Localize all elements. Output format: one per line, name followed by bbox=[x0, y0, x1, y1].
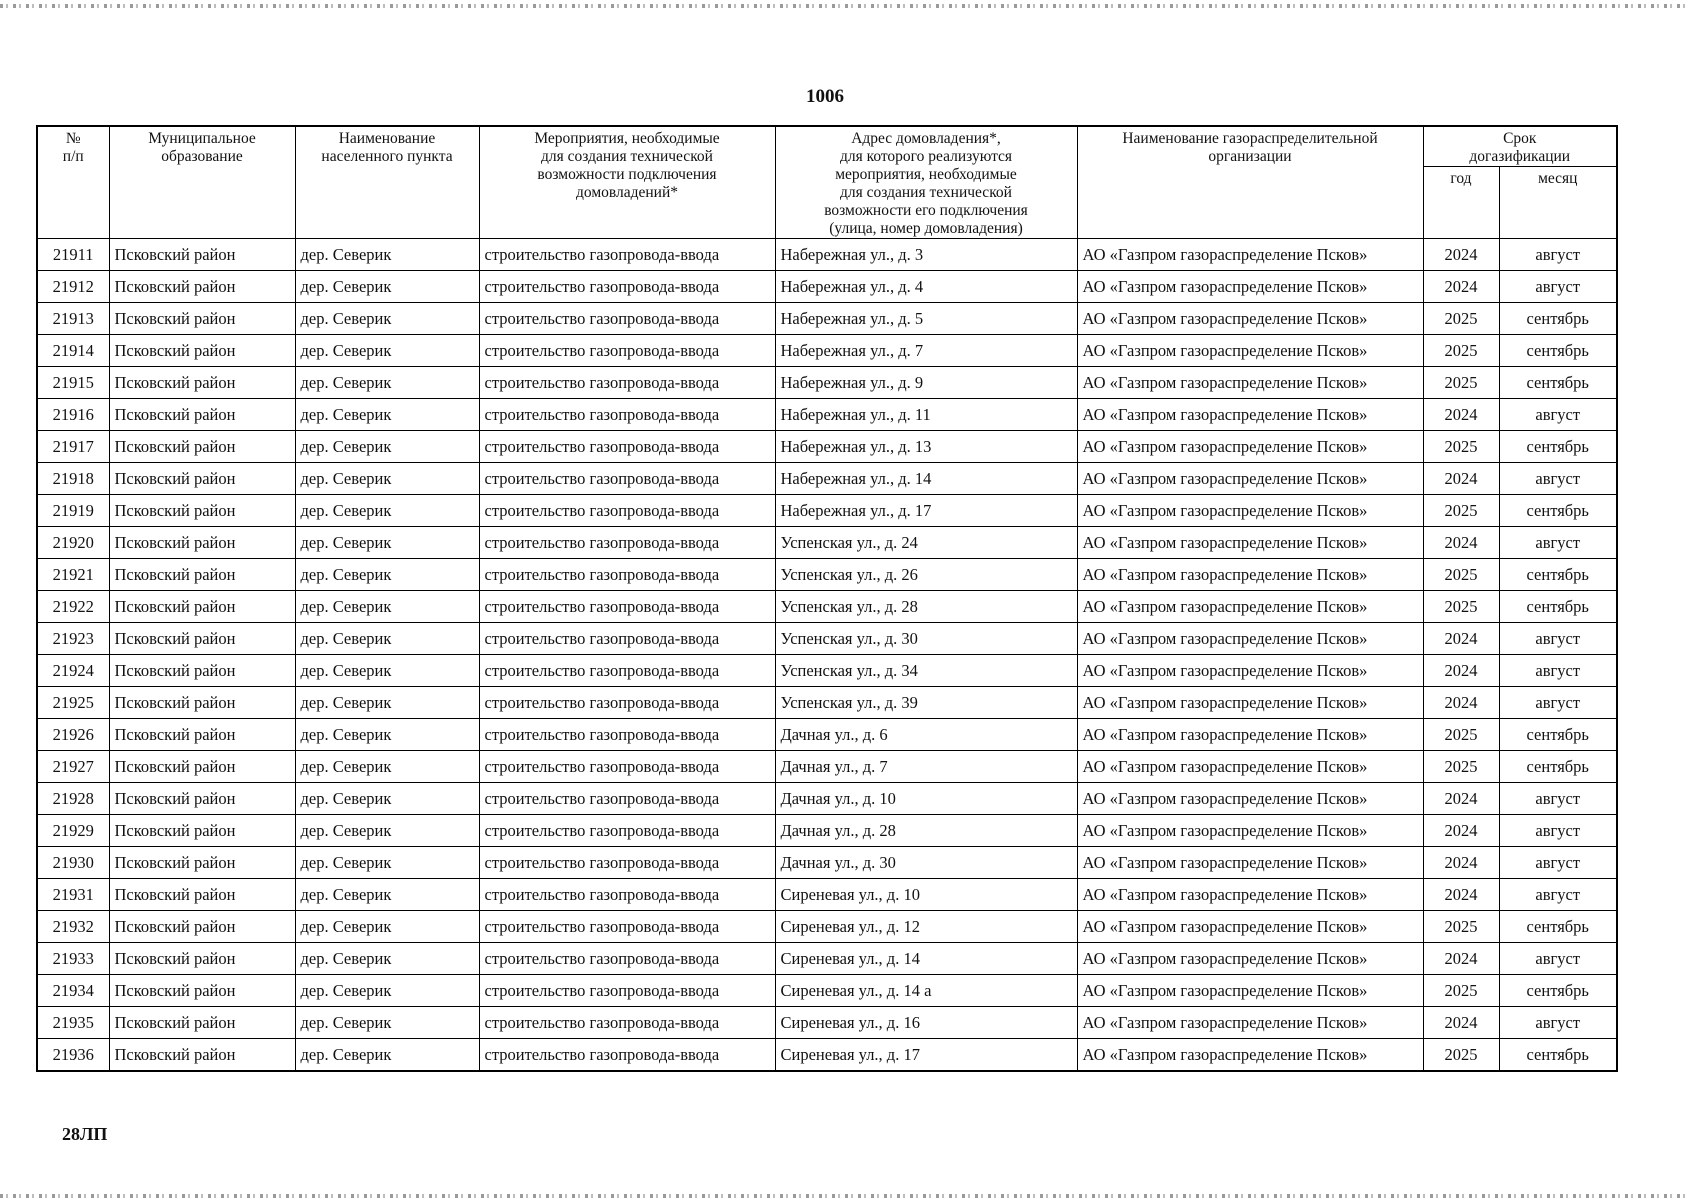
cell-year: 2025 bbox=[1423, 431, 1499, 463]
cell-num: 21917 bbox=[37, 431, 109, 463]
cell-month: сентябрь bbox=[1499, 719, 1617, 751]
cell-year: 2024 bbox=[1423, 239, 1499, 271]
cell-num: 21911 bbox=[37, 239, 109, 271]
cell-num: 21921 bbox=[37, 559, 109, 591]
cell-measures: строительство газопровода-ввода bbox=[479, 687, 775, 719]
cell-month: август bbox=[1499, 623, 1617, 655]
header-organization: Наименование газораспределительной организации bbox=[1077, 126, 1423, 239]
cell-num: 21918 bbox=[37, 463, 109, 495]
cell-address: Успенская ул., д. 30 bbox=[775, 623, 1077, 655]
table-row bbox=[37, 847, 1617, 879]
cell-measures: строительство газопровода-ввода bbox=[479, 559, 775, 591]
table-row bbox=[37, 879, 1617, 911]
cell-num: 21925 bbox=[37, 687, 109, 719]
table-row bbox=[37, 303, 1617, 335]
cell-address: Набережная ул., д. 3 bbox=[775, 239, 1077, 271]
cell-organization: АО «Газпром газораспределение Псков» bbox=[1077, 751, 1423, 783]
cell-organization: АО «Газпром газораспределение Псков» bbox=[1077, 495, 1423, 527]
cell-municipality: Псковский район bbox=[109, 1039, 295, 1072]
cell-address: Набережная ул., д. 13 bbox=[775, 431, 1077, 463]
cell-address: Набережная ул., д. 14 bbox=[775, 463, 1077, 495]
cell-measures: строительство газопровода-ввода bbox=[479, 463, 775, 495]
cell-num: 21923 bbox=[37, 623, 109, 655]
cell-municipality: Псковский район bbox=[109, 975, 295, 1007]
cell-num: 21933 bbox=[37, 943, 109, 975]
header-year: год bbox=[1423, 167, 1499, 239]
gasification-table bbox=[36, 125, 1618, 1072]
table-row bbox=[37, 815, 1617, 847]
cell-year: 2024 bbox=[1423, 623, 1499, 655]
cell-month: сентябрь bbox=[1499, 559, 1617, 591]
header-settlement: Наименование населенного пункта bbox=[295, 126, 479, 239]
cell-settlement: дер. Северик bbox=[295, 1007, 479, 1039]
cell-address: Успенская ул., д. 34 bbox=[775, 655, 1077, 687]
cell-organization: АО «Газпром газораспределение Псков» bbox=[1077, 399, 1423, 431]
cell-settlement: дер. Северик bbox=[295, 399, 479, 431]
cell-num: 21931 bbox=[37, 879, 109, 911]
cell-address: Дачная ул., д. 6 bbox=[775, 719, 1077, 751]
cell-municipality: Псковский район bbox=[109, 591, 295, 623]
cell-measures: строительство газопровода-ввода bbox=[479, 495, 775, 527]
cell-organization: АО «Газпром газораспределение Псков» bbox=[1077, 431, 1423, 463]
cell-num: 21912 bbox=[37, 271, 109, 303]
cell-municipality: Псковский район bbox=[109, 815, 295, 847]
header-term: Срок догазификации bbox=[1423, 126, 1617, 167]
cell-measures: строительство газопровода-ввода bbox=[479, 335, 775, 367]
cell-month: сентябрь bbox=[1499, 431, 1617, 463]
cell-measures: строительство газопровода-ввода bbox=[479, 623, 775, 655]
cell-year: 2024 bbox=[1423, 271, 1499, 303]
cell-municipality: Псковский район bbox=[109, 431, 295, 463]
cell-settlement: дер. Северик bbox=[295, 1039, 479, 1072]
cell-address: Набережная ул., д. 17 bbox=[775, 495, 1077, 527]
table-row bbox=[37, 655, 1617, 687]
cell-year: 2025 bbox=[1423, 495, 1499, 527]
cell-settlement: дер. Северик bbox=[295, 943, 479, 975]
cell-organization: АО «Газпром газораспределение Псков» bbox=[1077, 463, 1423, 495]
cell-settlement: дер. Северик bbox=[295, 463, 479, 495]
cell-year: 2025 bbox=[1423, 751, 1499, 783]
cell-address: Дачная ул., д. 10 bbox=[775, 783, 1077, 815]
header-measures: Мероприятия, необходимые для создания технической возможности подключения домовладений* bbox=[479, 126, 775, 239]
cell-municipality: Псковский район bbox=[109, 399, 295, 431]
cell-organization: АО «Газпром газораспределение Псков» bbox=[1077, 975, 1423, 1007]
cell-month: август bbox=[1499, 847, 1617, 879]
cell-organization: АО «Газпром газораспределение Псков» bbox=[1077, 815, 1423, 847]
cell-month: август bbox=[1499, 527, 1617, 559]
cell-measures: строительство газопровода-ввода bbox=[479, 751, 775, 783]
cell-settlement: дер. Северик bbox=[295, 303, 479, 335]
cell-year: 2024 bbox=[1423, 783, 1499, 815]
cell-organization: АО «Газпром газораспределение Псков» bbox=[1077, 719, 1423, 751]
cell-num: 21915 bbox=[37, 367, 109, 399]
cell-municipality: Псковский район bbox=[109, 303, 295, 335]
cell-organization: АО «Газпром газораспределение Псков» bbox=[1077, 847, 1423, 879]
cell-measures: строительство газопровода-ввода bbox=[479, 783, 775, 815]
cell-num: 21936 bbox=[37, 1039, 109, 1072]
cell-organization: АО «Газпром газораспределение Псков» bbox=[1077, 911, 1423, 943]
cell-settlement: дер. Северик bbox=[295, 911, 479, 943]
cell-address: Набережная ул., д. 5 bbox=[775, 303, 1077, 335]
cell-settlement: дер. Северик bbox=[295, 367, 479, 399]
cell-measures: строительство газопровода-ввода bbox=[479, 399, 775, 431]
cell-settlement: дер. Северик bbox=[295, 431, 479, 463]
cell-num: 21922 bbox=[37, 591, 109, 623]
cell-num: 21916 bbox=[37, 399, 109, 431]
cell-municipality: Псковский район bbox=[109, 623, 295, 655]
cell-num: 21929 bbox=[37, 815, 109, 847]
cell-month: август bbox=[1499, 879, 1617, 911]
cell-num: 21935 bbox=[37, 1007, 109, 1039]
cell-num: 21927 bbox=[37, 751, 109, 783]
cell-num: 21930 bbox=[37, 847, 109, 879]
cell-organization: АО «Газпром газораспределение Псков» bbox=[1077, 943, 1423, 975]
cell-settlement: дер. Северик bbox=[295, 815, 479, 847]
table-row bbox=[37, 399, 1617, 431]
cell-num: 21932 bbox=[37, 911, 109, 943]
cell-month: август bbox=[1499, 1007, 1617, 1039]
cell-year: 2025 bbox=[1423, 559, 1499, 591]
cell-measures: строительство газопровода-ввода bbox=[479, 911, 775, 943]
cell-measures: строительство газопровода-ввода bbox=[479, 527, 775, 559]
cell-organization: АО «Газпром газораспределение Псков» bbox=[1077, 271, 1423, 303]
table-row bbox=[37, 559, 1617, 591]
cell-measures: строительство газопровода-ввода bbox=[479, 943, 775, 975]
table-row bbox=[37, 943, 1617, 975]
cell-municipality: Псковский район bbox=[109, 655, 295, 687]
cell-address: Набережная ул., д. 4 bbox=[775, 271, 1077, 303]
cell-organization: АО «Газпром газораспределение Псков» bbox=[1077, 1039, 1423, 1072]
cell-measures: строительство газопровода-ввода bbox=[479, 431, 775, 463]
cell-municipality: Псковский район bbox=[109, 783, 295, 815]
footer-code: 28ЛП bbox=[62, 1124, 108, 1144]
cell-measures: строительство газопровода-ввода bbox=[479, 1007, 775, 1039]
cell-address: Сиреневая ул., д. 14 bbox=[775, 943, 1077, 975]
cell-organization: АО «Газпром газораспределение Псков» bbox=[1077, 591, 1423, 623]
table-row bbox=[37, 911, 1617, 943]
cell-month: август bbox=[1499, 815, 1617, 847]
cell-organization: АО «Газпром газораспределение Псков» bbox=[1077, 783, 1423, 815]
cell-organization: АО «Газпром газораспределение Псков» bbox=[1077, 655, 1423, 687]
cell-settlement: дер. Северик bbox=[295, 687, 479, 719]
cell-num: 21919 bbox=[37, 495, 109, 527]
cell-year: 2025 bbox=[1423, 303, 1499, 335]
table-row bbox=[37, 719, 1617, 751]
cell-month: сентябрь bbox=[1499, 1039, 1617, 1072]
cell-address: Успенская ул., д. 24 bbox=[775, 527, 1077, 559]
cell-month: август bbox=[1499, 655, 1617, 687]
cell-settlement: дер. Северик bbox=[295, 495, 479, 527]
cell-organization: АО «Газпром газораспределение Псков» bbox=[1077, 335, 1423, 367]
cell-settlement: дер. Северик bbox=[295, 623, 479, 655]
cell-organization: АО «Газпром газораспределение Псков» bbox=[1077, 623, 1423, 655]
cell-municipality: Псковский район bbox=[109, 527, 295, 559]
table-row bbox=[37, 527, 1617, 559]
cell-settlement: дер. Северик bbox=[295, 847, 479, 879]
cell-measures: строительство газопровода-ввода bbox=[479, 815, 775, 847]
cell-address: Набережная ул., д. 9 bbox=[775, 367, 1077, 399]
table-row bbox=[37, 431, 1617, 463]
cell-month: сентябрь bbox=[1499, 911, 1617, 943]
cell-year: 2024 bbox=[1423, 655, 1499, 687]
cell-municipality: Псковский район bbox=[109, 879, 295, 911]
cell-address: Сиреневая ул., д. 14 а bbox=[775, 975, 1077, 1007]
cell-municipality: Псковский район bbox=[109, 847, 295, 879]
table-header bbox=[37, 126, 1617, 239]
cell-month: август bbox=[1499, 687, 1617, 719]
cell-month: август bbox=[1499, 399, 1617, 431]
cell-month: август bbox=[1499, 783, 1617, 815]
table-row bbox=[37, 463, 1617, 495]
table-body bbox=[37, 239, 1617, 1072]
cell-address: Дачная ул., д. 7 bbox=[775, 751, 1077, 783]
cell-measures: строительство газопровода-ввода bbox=[479, 303, 775, 335]
cell-settlement: дер. Северик bbox=[295, 559, 479, 591]
cell-year: 2025 bbox=[1423, 591, 1499, 623]
cell-year: 2024 bbox=[1423, 399, 1499, 431]
cell-num: 21913 bbox=[37, 303, 109, 335]
cell-address: Набережная ул., д. 7 bbox=[775, 335, 1077, 367]
cell-month: сентябрь bbox=[1499, 975, 1617, 1007]
cell-organization: АО «Газпром газораспределение Псков» bbox=[1077, 687, 1423, 719]
header-month: месяц bbox=[1499, 167, 1617, 239]
cell-address: Успенская ул., д. 26 bbox=[775, 559, 1077, 591]
cell-year: 2024 bbox=[1423, 943, 1499, 975]
cell-municipality: Псковский район bbox=[109, 687, 295, 719]
scan-edge-bottom bbox=[0, 1194, 1686, 1198]
cell-settlement: дер. Северик bbox=[295, 975, 479, 1007]
cell-settlement: дер. Северик bbox=[295, 719, 479, 751]
cell-month: сентябрь bbox=[1499, 751, 1617, 783]
cell-organization: АО «Газпром газораспределение Псков» bbox=[1077, 303, 1423, 335]
table-row bbox=[37, 239, 1617, 271]
cell-municipality: Псковский район bbox=[109, 911, 295, 943]
cell-municipality: Псковский район bbox=[109, 1007, 295, 1039]
cell-organization: АО «Газпром газораспределение Псков» bbox=[1077, 367, 1423, 399]
table-row bbox=[37, 783, 1617, 815]
cell-month: сентябрь bbox=[1499, 367, 1617, 399]
cell-year: 2025 bbox=[1423, 975, 1499, 1007]
cell-address: Дачная ул., д. 30 bbox=[775, 847, 1077, 879]
cell-settlement: дер. Северик bbox=[295, 527, 479, 559]
table-row bbox=[37, 623, 1617, 655]
cell-municipality: Псковский район bbox=[109, 719, 295, 751]
table-row bbox=[37, 751, 1617, 783]
cell-address: Сиреневая ул., д. 12 bbox=[775, 911, 1077, 943]
table-row bbox=[37, 495, 1617, 527]
cell-year: 2024 bbox=[1423, 815, 1499, 847]
cell-year: 2025 bbox=[1423, 719, 1499, 751]
cell-organization: АО «Газпром газораспределение Псков» bbox=[1077, 1007, 1423, 1039]
cell-municipality: Псковский район bbox=[109, 943, 295, 975]
table-row bbox=[37, 687, 1617, 719]
table-row bbox=[37, 335, 1617, 367]
cell-settlement: дер. Северик bbox=[295, 751, 479, 783]
cell-measures: строительство газопровода-ввода bbox=[479, 239, 775, 271]
cell-organization: АО «Газпром газораспределение Псков» bbox=[1077, 879, 1423, 911]
cell-settlement: дер. Северик bbox=[295, 655, 479, 687]
cell-settlement: дер. Северик bbox=[295, 271, 479, 303]
table-row bbox=[37, 1039, 1617, 1072]
cell-month: сентябрь bbox=[1499, 303, 1617, 335]
cell-settlement: дер. Северик bbox=[295, 591, 479, 623]
cell-municipality: Псковский район bbox=[109, 239, 295, 271]
cell-address: Набережная ул., д. 11 bbox=[775, 399, 1077, 431]
cell-municipality: Псковский район bbox=[109, 559, 295, 591]
table-row bbox=[37, 1007, 1617, 1039]
cell-year: 2024 bbox=[1423, 463, 1499, 495]
cell-year: 2024 bbox=[1423, 687, 1499, 719]
cell-organization: АО «Газпром газораспределение Псков» bbox=[1077, 559, 1423, 591]
cell-municipality: Псковский район bbox=[109, 463, 295, 495]
cell-month: сентябрь bbox=[1499, 591, 1617, 623]
cell-year: 2024 bbox=[1423, 1007, 1499, 1039]
cell-settlement: дер. Северик bbox=[295, 879, 479, 911]
cell-measures: строительство газопровода-ввода bbox=[479, 879, 775, 911]
cell-municipality: Псковский район bbox=[109, 335, 295, 367]
cell-num: 21924 bbox=[37, 655, 109, 687]
cell-year: 2025 bbox=[1423, 335, 1499, 367]
table-row bbox=[37, 591, 1617, 623]
cell-year: 2024 bbox=[1423, 847, 1499, 879]
cell-address: Сиреневая ул., д. 16 bbox=[775, 1007, 1077, 1039]
cell-measures: строительство газопровода-ввода bbox=[479, 367, 775, 399]
cell-address: Успенская ул., д. 28 bbox=[775, 591, 1077, 623]
cell-month: сентябрь bbox=[1499, 335, 1617, 367]
cell-year: 2024 bbox=[1423, 879, 1499, 911]
cell-year: 2025 bbox=[1423, 1039, 1499, 1072]
cell-num: 21926 bbox=[37, 719, 109, 751]
cell-num: 21920 bbox=[37, 527, 109, 559]
page-number: 1006 bbox=[806, 86, 844, 107]
header-num: № п/п bbox=[37, 126, 109, 239]
header-address: Адрес домовладения*, для которого реализуются мероприятия, необходимые для создания технической возможности его подключения (улица, номер домовладения) bbox=[775, 126, 1077, 239]
table-row bbox=[37, 975, 1617, 1007]
cell-month: август bbox=[1499, 943, 1617, 975]
cell-month: сентябрь bbox=[1499, 495, 1617, 527]
cell-address: Сиреневая ул., д. 10 bbox=[775, 879, 1077, 911]
cell-municipality: Псковский район bbox=[109, 751, 295, 783]
cell-year: 2025 bbox=[1423, 911, 1499, 943]
cell-measures: строительство газопровода-ввода bbox=[479, 1039, 775, 1072]
cell-num: 21928 bbox=[37, 783, 109, 815]
cell-measures: строительство газопровода-ввода bbox=[479, 975, 775, 1007]
cell-measures: строительство газопровода-ввода bbox=[479, 655, 775, 687]
cell-settlement: дер. Северик bbox=[295, 335, 479, 367]
cell-num: 21934 bbox=[37, 975, 109, 1007]
cell-month: август bbox=[1499, 271, 1617, 303]
cell-address: Дачная ул., д. 28 bbox=[775, 815, 1077, 847]
cell-year: 2024 bbox=[1423, 527, 1499, 559]
cell-measures: строительство газопровода-ввода bbox=[479, 847, 775, 879]
cell-municipality: Псковский район bbox=[109, 367, 295, 399]
table-row bbox=[37, 271, 1617, 303]
cell-address: Успенская ул., д. 39 bbox=[775, 687, 1077, 719]
cell-organization: АО «Газпром газораспределение Псков» bbox=[1077, 239, 1423, 271]
cell-year: 2025 bbox=[1423, 367, 1499, 399]
cell-measures: строительство газопровода-ввода bbox=[479, 719, 775, 751]
cell-measures: строительство газопровода-ввода bbox=[479, 271, 775, 303]
cell-month: август bbox=[1499, 239, 1617, 271]
cell-settlement: дер. Северик bbox=[295, 239, 479, 271]
cell-measures: строительство газопровода-ввода bbox=[479, 591, 775, 623]
header-municipality: Муниципальное образование bbox=[109, 126, 295, 239]
cell-settlement: дер. Северик bbox=[295, 783, 479, 815]
cell-municipality: Псковский район bbox=[109, 271, 295, 303]
cell-month: август bbox=[1499, 463, 1617, 495]
cell-organization: АО «Газпром газораспределение Псков» bbox=[1077, 527, 1423, 559]
cell-address: Сиреневая ул., д. 17 bbox=[775, 1039, 1077, 1072]
cell-municipality: Псковский район bbox=[109, 495, 295, 527]
cell-num: 21914 bbox=[37, 335, 109, 367]
table-row bbox=[37, 367, 1617, 399]
scan-edge-top bbox=[0, 4, 1686, 8]
